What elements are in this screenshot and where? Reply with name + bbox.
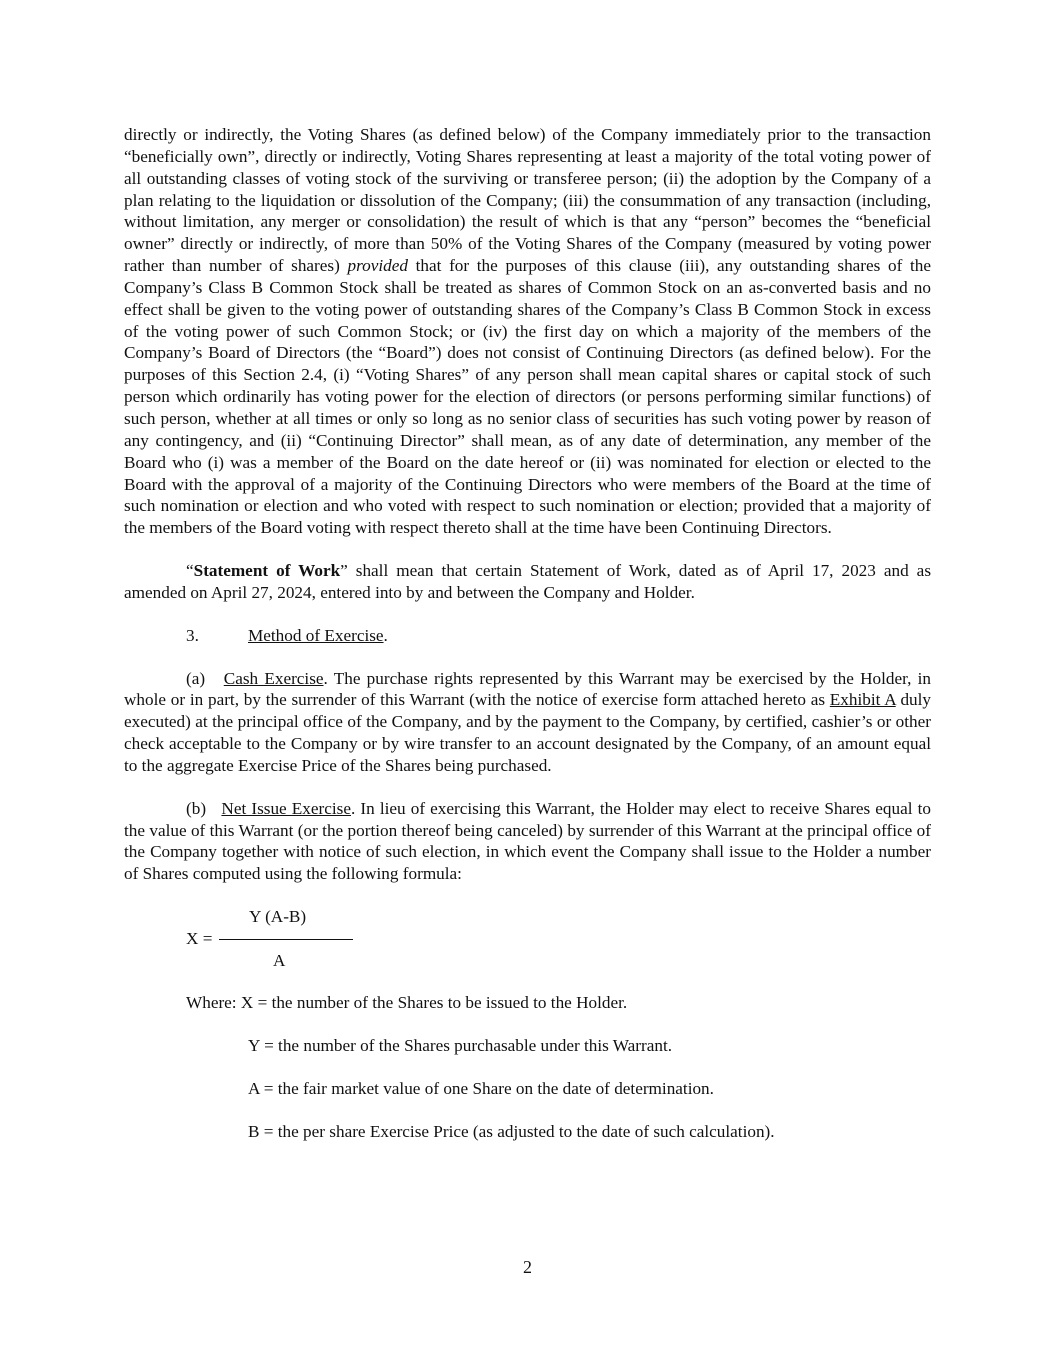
paragraph-text-part1: directly or indirectly, the Voting Shares (as defined below) of the Company immediately prior to the transaction “beneficially own”, directly or indirectly, Voting Shares representing at least a majority of the total voting power of all outstanding classes of voting stock of the surviving or transferee person; (ii) the adoption by the Company of a plan relating to the liquidation or dissolution of the Company; (iii) the consummation of any transaction (including, without limitation, any merger or consolidation) the result of which is that any “person” becomes the “beneficial owner” directly or indirectly, of more than 50% of the Voting Shares of the Company (measured by voting power rather than number of shares) bbox=[124, 125, 931, 276]
statement-of-work-text: ” shall mean that certain Statement of Work, dated as of April 17, 2023 and as amended on April 27, 2024, entered into by and between the Company and Holder. bbox=[124, 561, 932, 602]
paragraph-cash-exercise bbox=[124, 668, 931, 777]
cash-exercise-title: Cash Exercise bbox=[223, 668, 324, 688]
section-title: Method of Exercise bbox=[248, 625, 384, 645]
definition-b: B = the per share Exercise Price (as adjusted to the date of such calculation). bbox=[248, 1121, 775, 1141]
section-title-period: . bbox=[383, 625, 388, 645]
paragraph-text-part2: that for the purposes of this clause (iii), any outstanding shares of the Company’s Class B Common Stock shall be treated as shares of Common Stock on an as-converted basis and no effect shall be given to the voting power of outstanding shares of the Company’s Class B Common Stock in excess of the voting power of such Common Stock; or (iv) the first day on which a majority of the members of the Company’s Board of Directors (the “Board”) does not consist of Continuing Directors (as defined below). For the purposes of this Section 2.4, (i) “Voting Shares” of any person shall mean capital shares or capital stock of such person which ordinarily has voting power for the election of directors (or persons performing similar functions) of such person, whether at all times or only so long as no senior class of securities has such voting power by reason of any contingency, and (ii) “Continuing Director” shall mean, as of any date of determination, any member of the Board who (i) was a member of the Board on the date hereof or (ii) was nominated for election or elected to the Board with the approval of a majority of the Continuing Directors who were members of the Board at the time of such nomination or election and who voted with respect to such nomination or election; provided that a majority of the members of the Board voting with respect thereto shall at the time have been Continuing Directors. bbox=[124, 256, 931, 538]
cash-exercise-text-before: . The purchase rights represented by this Warrant may be exercised by the Holder, in whole or in part, by the surrender of this Warrant (with the notice of exercise form attached hereto as bbox=[124, 668, 931, 710]
formula-lhs: X = bbox=[186, 929, 213, 949]
cash-exercise-label: (a) bbox=[186, 668, 206, 688]
paragraph-net-issue-exercise bbox=[124, 798, 931, 885]
net-issue-label: (b) bbox=[186, 798, 207, 818]
section-number: 3. bbox=[186, 625, 199, 645]
net-issue-formula bbox=[124, 906, 931, 972]
net-issue-title: Net Issue Exercise bbox=[221, 798, 351, 818]
formula-numerator: Y (A-B) bbox=[249, 907, 307, 927]
definition-x: Where: X = the number of the Shares to be issued to the Holder. bbox=[186, 993, 628, 1013]
page-number: 2 bbox=[523, 1257, 532, 1277]
paragraph-statement-of-work bbox=[124, 560, 931, 604]
formula-fraction-bar bbox=[219, 939, 353, 940]
net-issue-text: . In lieu of exercising this Warrant, the Holder may elect to receive Shares equal to the value of this Warrant (or the portion thereof being canceled) by surrender of this Warrant at the principal office of the Company together with notice of such election, in which event the Company shall issue to the Holder a number of Shares computed using the following formula: bbox=[124, 798, 932, 884]
exhibit-a-reference: Exhibit A bbox=[829, 690, 896, 710]
italic-provided: provided bbox=[347, 256, 408, 276]
document-page bbox=[124, 124, 931, 1143]
formula-denominator: A bbox=[273, 951, 286, 971]
definition-a: A = the fair market value of one Share on the date of determination. bbox=[248, 1078, 714, 1098]
cash-exercise-text-after: duly executed) at the principal office of the Company, and by the payment to the Company, by certified, cashier’s or other check acceptable to the Company or by wire transfer to an account designated by the Company, of an amount equal to the aggregate Exercise Price of the Shares being purchased. bbox=[124, 690, 932, 775]
definition-y: Y = the number of the Shares purchasable under this Warrant. bbox=[248, 1036, 673, 1055]
open-quote: “ bbox=[186, 561, 194, 581]
defined-term-statement-of-work: Statement of Work bbox=[193, 561, 341, 581]
section-3-heading bbox=[186, 625, 931, 647]
paragraph-change-of-control-continuation bbox=[124, 124, 931, 539]
